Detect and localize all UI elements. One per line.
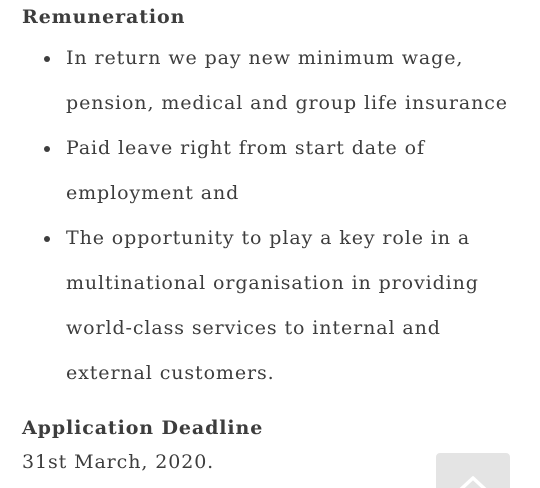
list-item [0, 36, 526, 126]
benefits-list [0, 36, 540, 396]
list-item-line: Paid leave right from start date of [66, 137, 425, 159]
list-item-line: multinational organisation in providing [66, 272, 479, 294]
scroll-to-top-button[interactable] [436, 453, 510, 488]
chevron-up-icon [457, 475, 489, 488]
list-item-line: pension, medical and group life insurance [66, 92, 508, 114]
list-item-line: In return we pay new minimum wage, [66, 47, 464, 69]
application-deadline-heading: Application Deadline [22, 417, 264, 439]
list-item-line: external customers. [66, 362, 275, 384]
list-item-line: employment and [66, 182, 240, 204]
remuneration-heading: Remuneration [22, 6, 186, 28]
bullet-icon [44, 56, 50, 62]
application-deadline-date: 31st March, 2020. [22, 451, 215, 473]
list-item [0, 126, 526, 216]
bullet-icon [44, 146, 50, 152]
bullet-icon [44, 236, 50, 242]
list-item-line: The opportunity to play a key role in a [66, 227, 471, 249]
list-item [0, 216, 526, 396]
list-item-line: world-class services to internal and [66, 317, 441, 339]
